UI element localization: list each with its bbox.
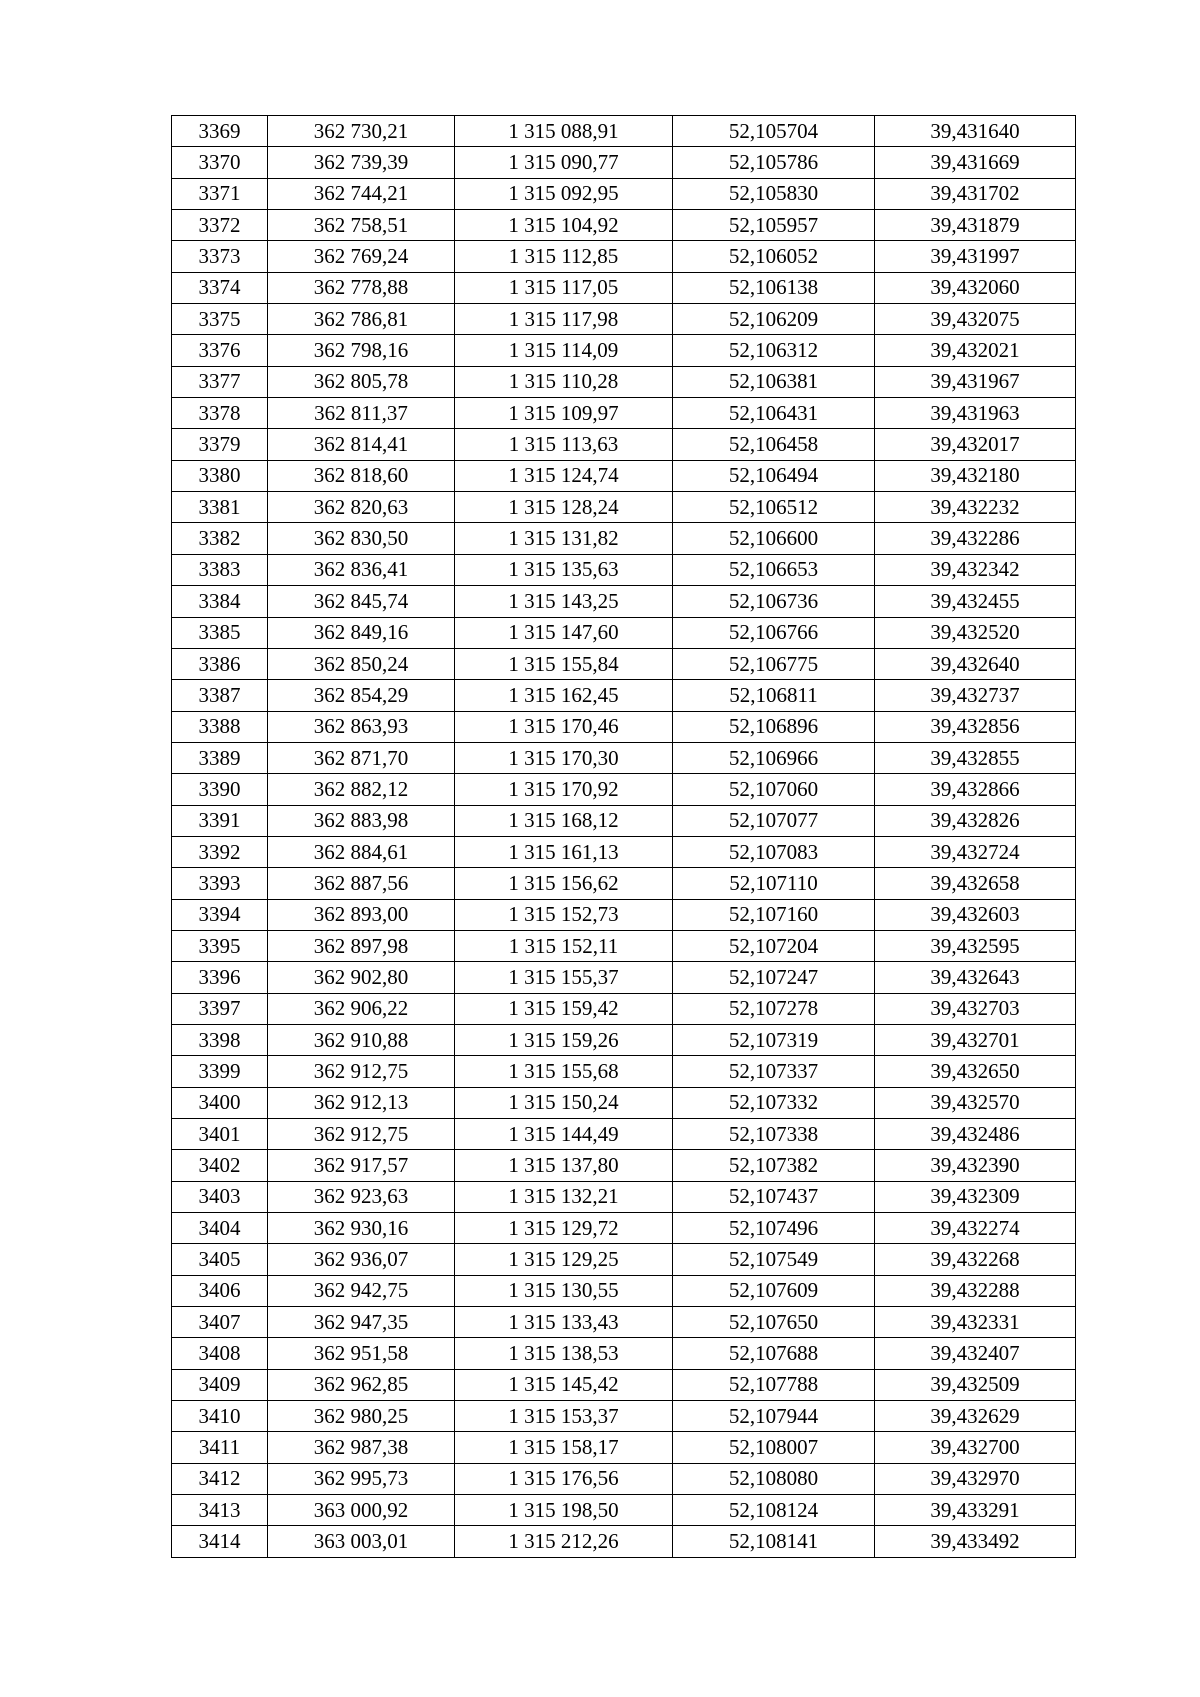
latitude-cell: 52,106811 xyxy=(673,680,875,711)
point-number-cell: 3391 xyxy=(172,805,268,836)
point-number-cell: 3392 xyxy=(172,836,268,867)
longitude-cell: 39,432856 xyxy=(875,711,1076,742)
table-row xyxy=(172,492,1076,523)
point-number-cell: 3398 xyxy=(172,1024,268,1055)
longitude-cell: 39,432640 xyxy=(875,648,1076,679)
latitude-cell: 52,105786 xyxy=(673,147,875,178)
latitude-cell: 52,107060 xyxy=(673,774,875,805)
y-coordinate-cell: 1 315 170,46 xyxy=(455,711,673,742)
point-number-cell: 3373 xyxy=(172,241,268,272)
y-coordinate-cell: 1 315 114,09 xyxy=(455,335,673,366)
table-row xyxy=(172,836,1076,867)
x-coordinate-cell: 362 818,60 xyxy=(268,460,455,491)
table-row xyxy=(172,711,1076,742)
x-coordinate-cell: 362 811,37 xyxy=(268,398,455,429)
y-coordinate-cell: 1 315 113,63 xyxy=(455,429,673,460)
point-number-cell: 3394 xyxy=(172,899,268,930)
table-row xyxy=(172,429,1076,460)
point-number-cell: 3389 xyxy=(172,742,268,773)
y-coordinate-cell: 1 315 129,25 xyxy=(455,1244,673,1275)
x-coordinate-cell: 362 739,39 xyxy=(268,147,455,178)
table-row xyxy=(172,617,1076,648)
table-row xyxy=(172,178,1076,209)
point-number-cell: 3400 xyxy=(172,1087,268,1118)
x-coordinate-cell: 362 805,78 xyxy=(268,366,455,397)
y-coordinate-cell: 1 315 155,84 xyxy=(455,648,673,679)
x-coordinate-cell: 362 744,21 xyxy=(268,178,455,209)
y-coordinate-cell: 1 315 156,62 xyxy=(455,868,673,899)
latitude-cell: 52,108080 xyxy=(673,1463,875,1494)
point-number-cell: 3388 xyxy=(172,711,268,742)
table-row xyxy=(172,1244,1076,1275)
table-row xyxy=(172,272,1076,303)
x-coordinate-cell: 362 758,51 xyxy=(268,210,455,241)
point-number-cell: 3375 xyxy=(172,304,268,335)
y-coordinate-cell: 1 315 161,13 xyxy=(455,836,673,867)
latitude-cell: 52,108007 xyxy=(673,1432,875,1463)
latitude-cell: 52,107338 xyxy=(673,1119,875,1150)
longitude-cell: 39,432180 xyxy=(875,460,1076,491)
table-row xyxy=(172,899,1076,930)
x-coordinate-cell: 362 936,07 xyxy=(268,1244,455,1275)
latitude-cell: 52,106736 xyxy=(673,586,875,617)
point-number-cell: 3404 xyxy=(172,1213,268,1244)
y-coordinate-cell: 1 315 088,91 xyxy=(455,116,673,147)
y-coordinate-cell: 1 315 155,68 xyxy=(455,1056,673,1087)
y-coordinate-cell: 1 315 150,24 xyxy=(455,1087,673,1118)
latitude-cell: 52,105830 xyxy=(673,178,875,209)
point-number-cell: 3414 xyxy=(172,1526,268,1557)
x-coordinate-cell: 362 871,70 xyxy=(268,742,455,773)
latitude-cell: 52,107083 xyxy=(673,836,875,867)
longitude-cell: 39,432286 xyxy=(875,523,1076,554)
table-row xyxy=(172,460,1076,491)
point-number-cell: 3403 xyxy=(172,1181,268,1212)
longitude-cell: 39,432309 xyxy=(875,1181,1076,1212)
latitude-cell: 52,107650 xyxy=(673,1307,875,1338)
point-number-cell: 3407 xyxy=(172,1307,268,1338)
table-row xyxy=(172,1463,1076,1494)
x-coordinate-cell: 362 882,12 xyxy=(268,774,455,805)
point-number-cell: 3405 xyxy=(172,1244,268,1275)
latitude-cell: 52,105704 xyxy=(673,116,875,147)
y-coordinate-cell: 1 315 110,28 xyxy=(455,366,673,397)
latitude-cell: 52,107319 xyxy=(673,1024,875,1055)
latitude-cell: 52,106896 xyxy=(673,711,875,742)
point-number-cell: 3413 xyxy=(172,1495,268,1526)
y-coordinate-cell: 1 315 117,05 xyxy=(455,272,673,303)
table-row xyxy=(172,554,1076,585)
y-coordinate-cell: 1 315 143,25 xyxy=(455,586,673,617)
point-number-cell: 3386 xyxy=(172,648,268,679)
point-number-cell: 3406 xyxy=(172,1275,268,1306)
y-coordinate-cell: 1 315 092,95 xyxy=(455,178,673,209)
point-number-cell: 3401 xyxy=(172,1119,268,1150)
y-coordinate-cell: 1 315 162,45 xyxy=(455,680,673,711)
longitude-cell: 39,432703 xyxy=(875,993,1076,1024)
table-row xyxy=(172,993,1076,1024)
y-coordinate-cell: 1 315 109,97 xyxy=(455,398,673,429)
x-coordinate-cell: 362 830,50 xyxy=(268,523,455,554)
x-coordinate-cell: 362 902,80 xyxy=(268,962,455,993)
y-coordinate-cell: 1 315 170,92 xyxy=(455,774,673,805)
latitude-cell: 52,107944 xyxy=(673,1401,875,1432)
x-coordinate-cell: 362 730,21 xyxy=(268,116,455,147)
latitude-cell: 52,106052 xyxy=(673,241,875,272)
y-coordinate-cell: 1 315 158,17 xyxy=(455,1432,673,1463)
y-coordinate-cell: 1 315 147,60 xyxy=(455,617,673,648)
longitude-cell: 39,432075 xyxy=(875,304,1076,335)
x-coordinate-cell: 362 912,75 xyxy=(268,1056,455,1087)
latitude-cell: 52,107496 xyxy=(673,1213,875,1244)
table-row xyxy=(172,1495,1076,1526)
longitude-cell: 39,432017 xyxy=(875,429,1076,460)
point-number-cell: 3382 xyxy=(172,523,268,554)
table-row xyxy=(172,1024,1076,1055)
point-number-cell: 3384 xyxy=(172,586,268,617)
longitude-cell: 39,432486 xyxy=(875,1119,1076,1150)
longitude-cell: 39,432700 xyxy=(875,1432,1076,1463)
table-row xyxy=(172,1401,1076,1432)
longitude-cell: 39,431669 xyxy=(875,147,1076,178)
longitude-cell: 39,432455 xyxy=(875,586,1076,617)
longitude-cell: 39,432603 xyxy=(875,899,1076,930)
latitude-cell: 52,106431 xyxy=(673,398,875,429)
y-coordinate-cell: 1 315 176,56 xyxy=(455,1463,673,1494)
y-coordinate-cell: 1 315 144,49 xyxy=(455,1119,673,1150)
latitude-cell: 52,106312 xyxy=(673,335,875,366)
y-coordinate-cell: 1 315 198,50 xyxy=(455,1495,673,1526)
table-row xyxy=(172,1119,1076,1150)
table-row xyxy=(172,335,1076,366)
x-coordinate-cell: 362 854,29 xyxy=(268,680,455,711)
y-coordinate-cell: 1 315 129,72 xyxy=(455,1213,673,1244)
point-number-cell: 3381 xyxy=(172,492,268,523)
longitude-cell: 39,432331 xyxy=(875,1307,1076,1338)
point-number-cell: 3390 xyxy=(172,774,268,805)
point-number-cell: 3409 xyxy=(172,1369,268,1400)
point-number-cell: 3378 xyxy=(172,398,268,429)
x-coordinate-cell: 362 893,00 xyxy=(268,899,455,930)
x-coordinate-cell: 362 786,81 xyxy=(268,304,455,335)
table-row xyxy=(172,241,1076,272)
table-row xyxy=(172,1181,1076,1212)
table-row xyxy=(172,930,1076,961)
table-row xyxy=(172,304,1076,335)
latitude-cell: 52,107337 xyxy=(673,1056,875,1087)
table-row xyxy=(172,868,1076,899)
x-coordinate-cell: 363 003,01 xyxy=(268,1526,455,1557)
point-number-cell: 3369 xyxy=(172,116,268,147)
table-row xyxy=(172,1056,1076,1087)
table-row xyxy=(172,1275,1076,1306)
x-coordinate-cell: 362 917,57 xyxy=(268,1150,455,1181)
x-coordinate-cell: 362 863,93 xyxy=(268,711,455,742)
x-coordinate-cell: 362 951,58 xyxy=(268,1338,455,1369)
latitude-cell: 52,105957 xyxy=(673,210,875,241)
longitude-cell: 39,432866 xyxy=(875,774,1076,805)
table-row xyxy=(172,1369,1076,1400)
table-row xyxy=(172,805,1076,836)
point-number-cell: 3411 xyxy=(172,1432,268,1463)
x-coordinate-cell: 362 930,16 xyxy=(268,1213,455,1244)
longitude-cell: 39,432570 xyxy=(875,1087,1076,1118)
y-coordinate-cell: 1 315 135,63 xyxy=(455,554,673,585)
longitude-cell: 39,432643 xyxy=(875,962,1076,993)
table-row xyxy=(172,1432,1076,1463)
latitude-cell: 52,107788 xyxy=(673,1369,875,1400)
x-coordinate-cell: 362 887,56 xyxy=(268,868,455,899)
table-row xyxy=(172,523,1076,554)
y-coordinate-cell: 1 315 159,42 xyxy=(455,993,673,1024)
x-coordinate-cell: 362 995,73 xyxy=(268,1463,455,1494)
y-coordinate-cell: 1 315 152,11 xyxy=(455,930,673,961)
table-row xyxy=(172,398,1076,429)
x-coordinate-cell: 362 820,63 xyxy=(268,492,455,523)
latitude-cell: 52,107437 xyxy=(673,1181,875,1212)
latitude-cell: 52,107382 xyxy=(673,1150,875,1181)
point-number-cell: 3396 xyxy=(172,962,268,993)
y-coordinate-cell: 1 315 145,42 xyxy=(455,1369,673,1400)
table-row xyxy=(172,1526,1076,1557)
latitude-cell: 52,108124 xyxy=(673,1495,875,1526)
x-coordinate-cell: 362 883,98 xyxy=(268,805,455,836)
x-coordinate-cell: 362 897,98 xyxy=(268,930,455,961)
longitude-cell: 39,431997 xyxy=(875,241,1076,272)
point-number-cell: 3395 xyxy=(172,930,268,961)
y-coordinate-cell: 1 315 168,12 xyxy=(455,805,673,836)
table-row xyxy=(172,1307,1076,1338)
y-coordinate-cell: 1 315 170,30 xyxy=(455,742,673,773)
x-coordinate-cell: 362 778,88 xyxy=(268,272,455,303)
latitude-cell: 52,107077 xyxy=(673,805,875,836)
latitude-cell: 52,108141 xyxy=(673,1526,875,1557)
point-number-cell: 3412 xyxy=(172,1463,268,1494)
table-row xyxy=(172,1213,1076,1244)
latitude-cell: 52,107609 xyxy=(673,1275,875,1306)
point-number-cell: 3408 xyxy=(172,1338,268,1369)
latitude-cell: 52,107549 xyxy=(673,1244,875,1275)
point-number-cell: 3385 xyxy=(172,617,268,648)
longitude-cell: 39,432274 xyxy=(875,1213,1076,1244)
x-coordinate-cell: 362 942,75 xyxy=(268,1275,455,1306)
longitude-cell: 39,432595 xyxy=(875,930,1076,961)
x-coordinate-cell: 362 836,41 xyxy=(268,554,455,585)
table-row xyxy=(172,366,1076,397)
longitude-cell: 39,432970 xyxy=(875,1463,1076,1494)
x-coordinate-cell: 362 912,13 xyxy=(268,1087,455,1118)
latitude-cell: 52,106766 xyxy=(673,617,875,648)
point-number-cell: 3376 xyxy=(172,335,268,366)
longitude-cell: 39,432268 xyxy=(875,1244,1076,1275)
point-number-cell: 3410 xyxy=(172,1401,268,1432)
latitude-cell: 52,107688 xyxy=(673,1338,875,1369)
y-coordinate-cell: 1 315 137,80 xyxy=(455,1150,673,1181)
point-number-cell: 3374 xyxy=(172,272,268,303)
table-row xyxy=(172,742,1076,773)
y-coordinate-cell: 1 315 112,85 xyxy=(455,241,673,272)
longitude-cell: 39,433291 xyxy=(875,1495,1076,1526)
longitude-cell: 39,432232 xyxy=(875,492,1076,523)
y-coordinate-cell: 1 315 130,55 xyxy=(455,1275,673,1306)
table-row xyxy=(172,1338,1076,1369)
longitude-cell: 39,431702 xyxy=(875,178,1076,209)
x-coordinate-cell: 362 884,61 xyxy=(268,836,455,867)
y-coordinate-cell: 1 315 153,37 xyxy=(455,1401,673,1432)
latitude-cell: 52,106458 xyxy=(673,429,875,460)
table-row xyxy=(172,648,1076,679)
x-coordinate-cell: 362 962,85 xyxy=(268,1369,455,1400)
table-row xyxy=(172,147,1076,178)
latitude-cell: 52,106381 xyxy=(673,366,875,397)
longitude-cell: 39,432060 xyxy=(875,272,1076,303)
x-coordinate-cell: 362 769,24 xyxy=(268,241,455,272)
x-coordinate-cell: 362 850,24 xyxy=(268,648,455,679)
x-coordinate-cell: 362 987,38 xyxy=(268,1432,455,1463)
point-number-cell: 3377 xyxy=(172,366,268,397)
point-number-cell: 3402 xyxy=(172,1150,268,1181)
longitude-cell: 39,431967 xyxy=(875,366,1076,397)
longitude-cell: 39,432390 xyxy=(875,1150,1076,1181)
latitude-cell: 52,106512 xyxy=(673,492,875,523)
point-number-cell: 3380 xyxy=(172,460,268,491)
y-coordinate-cell: 1 315 128,24 xyxy=(455,492,673,523)
y-coordinate-cell: 1 315 138,53 xyxy=(455,1338,673,1369)
longitude-cell: 39,431879 xyxy=(875,210,1076,241)
latitude-cell: 52,106494 xyxy=(673,460,875,491)
latitude-cell: 52,107332 xyxy=(673,1087,875,1118)
point-number-cell: 3399 xyxy=(172,1056,268,1087)
latitude-cell: 52,106209 xyxy=(673,304,875,335)
point-number-cell: 3387 xyxy=(172,680,268,711)
y-coordinate-cell: 1 315 212,26 xyxy=(455,1526,673,1557)
x-coordinate-cell: 362 906,22 xyxy=(268,993,455,1024)
latitude-cell: 52,107110 xyxy=(673,868,875,899)
coordinates-table-body xyxy=(172,116,1076,1558)
x-coordinate-cell: 362 798,16 xyxy=(268,335,455,366)
y-coordinate-cell: 1 315 104,92 xyxy=(455,210,673,241)
x-coordinate-cell: 362 849,16 xyxy=(268,617,455,648)
point-number-cell: 3379 xyxy=(172,429,268,460)
longitude-cell: 39,432737 xyxy=(875,680,1076,711)
y-coordinate-cell: 1 315 131,82 xyxy=(455,523,673,554)
longitude-cell: 39,432650 xyxy=(875,1056,1076,1087)
latitude-cell: 52,106775 xyxy=(673,648,875,679)
y-coordinate-cell: 1 315 117,98 xyxy=(455,304,673,335)
point-number-cell: 3372 xyxy=(172,210,268,241)
point-number-cell: 3371 xyxy=(172,178,268,209)
latitude-cell: 52,107204 xyxy=(673,930,875,961)
longitude-cell: 39,432855 xyxy=(875,742,1076,773)
latitude-cell: 52,107160 xyxy=(673,899,875,930)
latitude-cell: 52,107247 xyxy=(673,962,875,993)
latitude-cell: 52,106966 xyxy=(673,742,875,773)
latitude-cell: 52,106600 xyxy=(673,523,875,554)
longitude-cell: 39,432288 xyxy=(875,1275,1076,1306)
x-coordinate-cell: 362 910,88 xyxy=(268,1024,455,1055)
x-coordinate-cell: 362 923,63 xyxy=(268,1181,455,1212)
x-coordinate-cell: 362 947,35 xyxy=(268,1307,455,1338)
longitude-cell: 39,432629 xyxy=(875,1401,1076,1432)
y-coordinate-cell: 1 315 124,74 xyxy=(455,460,673,491)
longitude-cell: 39,432509 xyxy=(875,1369,1076,1400)
table-row xyxy=(172,774,1076,805)
longitude-cell: 39,432407 xyxy=(875,1338,1076,1369)
y-coordinate-cell: 1 315 133,43 xyxy=(455,1307,673,1338)
point-number-cell: 3397 xyxy=(172,993,268,1024)
longitude-cell: 39,432658 xyxy=(875,868,1076,899)
longitude-cell: 39,433492 xyxy=(875,1526,1076,1557)
y-coordinate-cell: 1 315 152,73 xyxy=(455,899,673,930)
y-coordinate-cell: 1 315 155,37 xyxy=(455,962,673,993)
longitude-cell: 39,431963 xyxy=(875,398,1076,429)
y-coordinate-cell: 1 315 090,77 xyxy=(455,147,673,178)
x-coordinate-cell: 362 814,41 xyxy=(268,429,455,460)
x-coordinate-cell: 362 980,25 xyxy=(268,1401,455,1432)
table-row xyxy=(172,680,1076,711)
longitude-cell: 39,431640 xyxy=(875,116,1076,147)
longitude-cell: 39,432342 xyxy=(875,554,1076,585)
x-coordinate-cell: 362 845,74 xyxy=(268,586,455,617)
latitude-cell: 52,106653 xyxy=(673,554,875,585)
table-row xyxy=(172,962,1076,993)
table-row xyxy=(172,586,1076,617)
coordinates-table xyxy=(171,115,1076,1558)
longitude-cell: 39,432724 xyxy=(875,836,1076,867)
point-number-cell: 3383 xyxy=(172,554,268,585)
longitude-cell: 39,432826 xyxy=(875,805,1076,836)
table-row xyxy=(172,1087,1076,1118)
longitude-cell: 39,432520 xyxy=(875,617,1076,648)
point-number-cell: 3393 xyxy=(172,868,268,899)
point-number-cell: 3370 xyxy=(172,147,268,178)
y-coordinate-cell: 1 315 159,26 xyxy=(455,1024,673,1055)
latitude-cell: 52,106138 xyxy=(673,272,875,303)
table-row xyxy=(172,1150,1076,1181)
x-coordinate-cell: 362 912,75 xyxy=(268,1119,455,1150)
table-row xyxy=(172,210,1076,241)
x-coordinate-cell: 363 000,92 xyxy=(268,1495,455,1526)
longitude-cell: 39,432021 xyxy=(875,335,1076,366)
y-coordinate-cell: 1 315 132,21 xyxy=(455,1181,673,1212)
table-row xyxy=(172,116,1076,147)
longitude-cell: 39,432701 xyxy=(875,1024,1076,1055)
latitude-cell: 52,107278 xyxy=(673,993,875,1024)
